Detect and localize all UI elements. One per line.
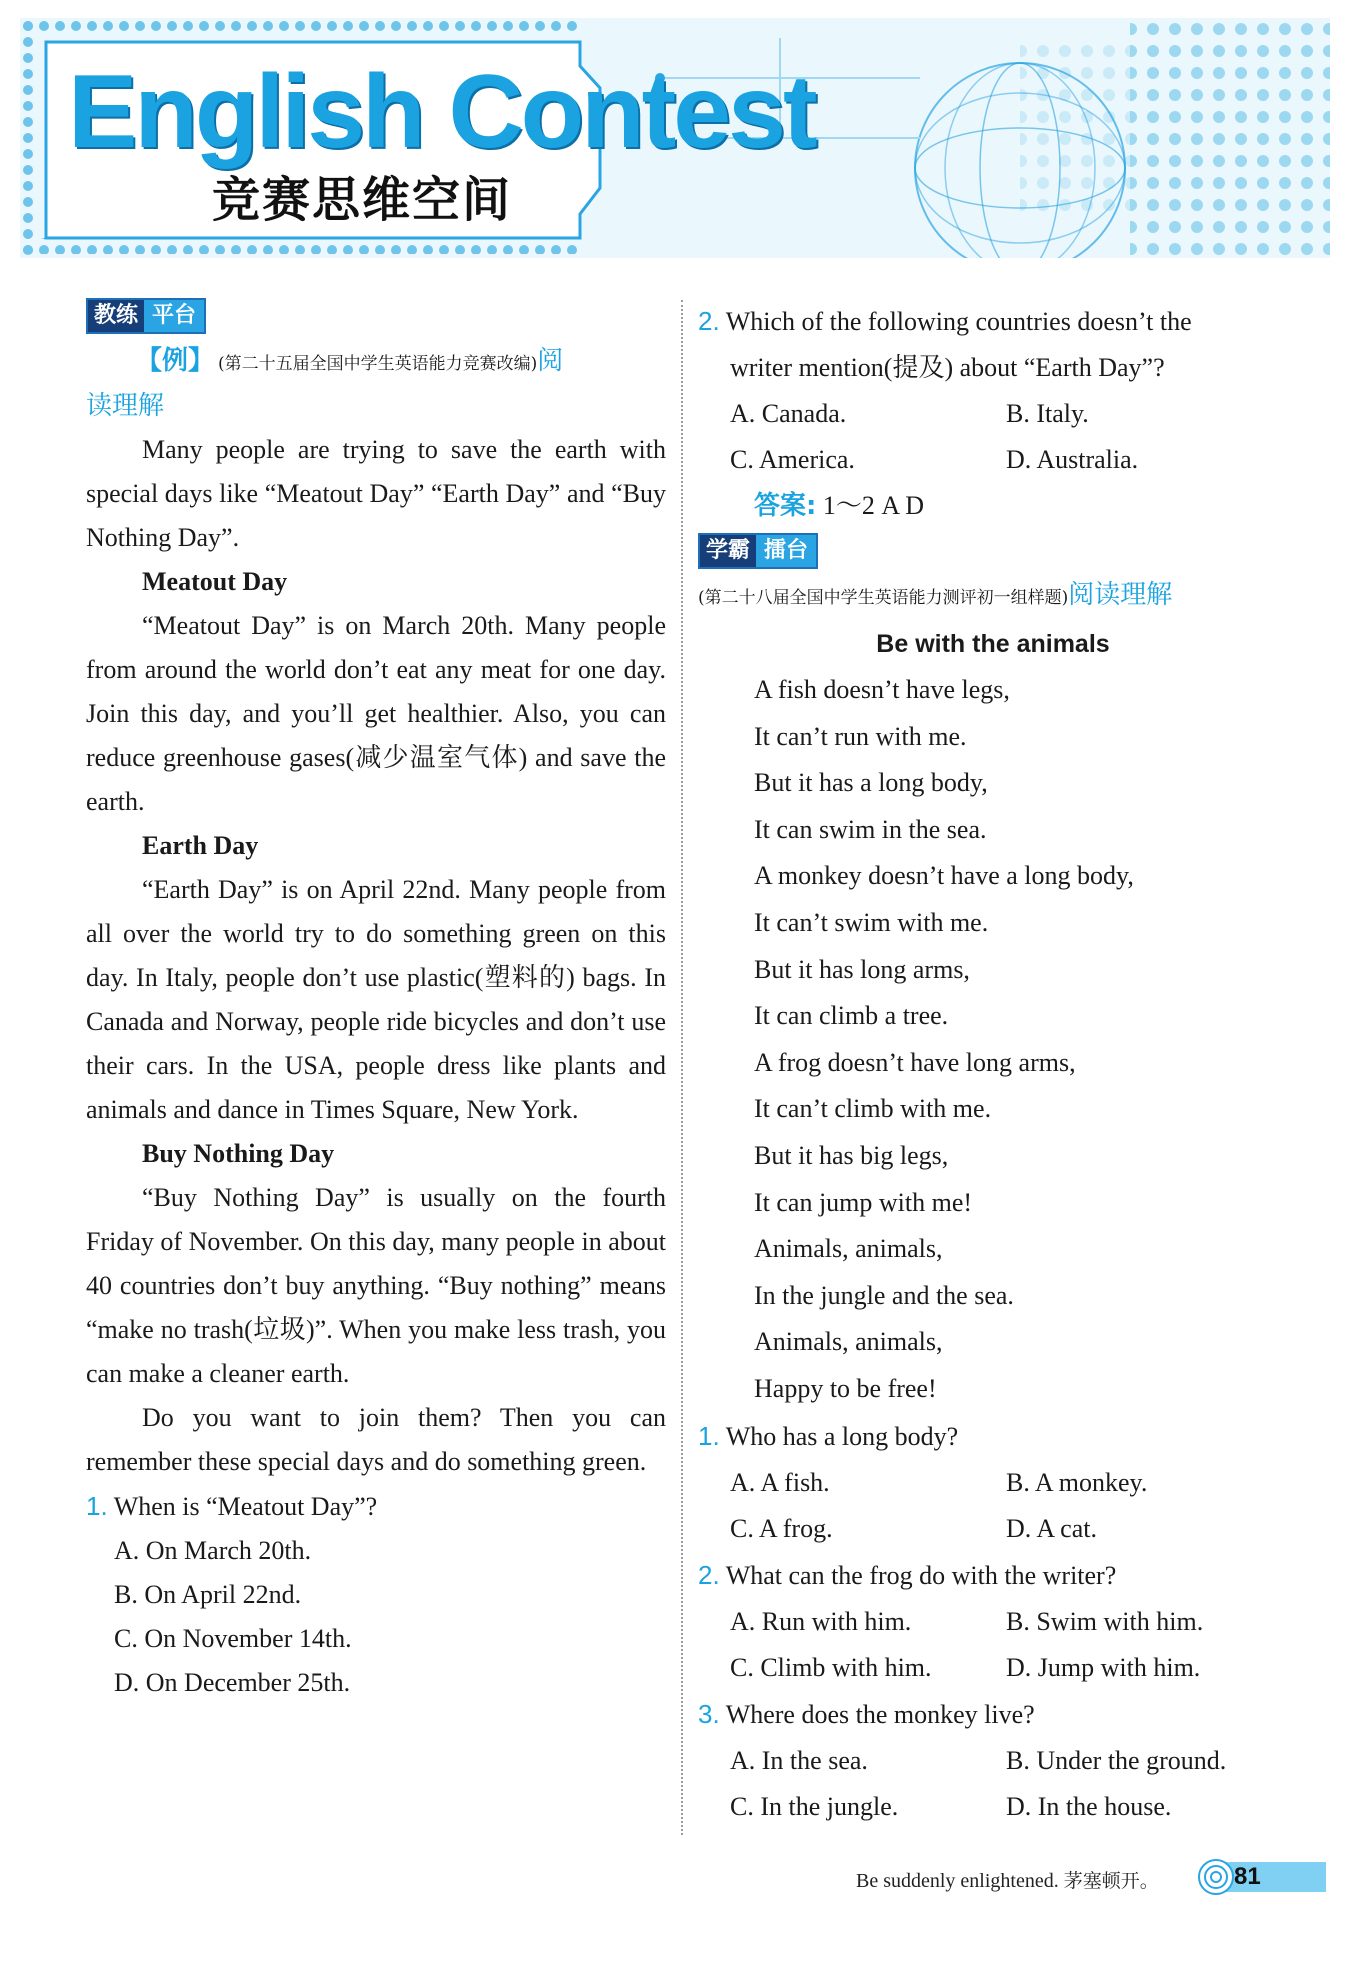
option: A. Canada. — [730, 399, 847, 428]
page-number: 81 — [1234, 1863, 1261, 1890]
question-text: Which of the following countries doesn’t the — [725, 307, 1192, 336]
genre-label-b: 读理解 — [86, 391, 165, 421]
poem-line: It can’t swim with me. — [754, 907, 989, 937]
practice-source: (第二十八届全国中学生英语能力测评初一组样题) — [698, 588, 1069, 608]
question-number: 3. — [698, 1698, 720, 1729]
question-1 — [86, 1484, 666, 1529]
option: B. Under the ground. — [1006, 1745, 1227, 1775]
poem-line: It can swim in the sea. — [754, 814, 987, 844]
poem-line: A monkey doesn’t have a long body, — [754, 861, 1134, 891]
tag-part2: 擂台 — [756, 535, 816, 567]
option: B. On April 22nd. — [114, 1580, 302, 1609]
option: A. On March 20th. — [114, 1536, 312, 1565]
tag-part1: 教练 — [88, 300, 144, 332]
question-text: When is “Meatout Day”? — [113, 1492, 378, 1521]
poem-line: Happy to be free! — [754, 1373, 937, 1403]
poem-line: A frog doesn’t have long arms, — [754, 1047, 1076, 1077]
option: C. On November 14th. — [114, 1624, 352, 1653]
section-heading: Earth Day — [142, 831, 259, 860]
option: C. America. — [730, 445, 855, 474]
option: C. A frog. — [730, 1513, 833, 1543]
poem-line: It can’t run with me. — [754, 721, 967, 751]
option: B. A monkey. — [1006, 1467, 1148, 1497]
section-text: “Meatout Day” is on March 20th. Many people from around the world don’t eat any meat for one day. Join this day, and you’ll get healthier. Also, you can reduce greenhouse gases(减少温室气体) and save the earth. — [86, 611, 666, 816]
option: D. Jump with him. — [1006, 1652, 1201, 1682]
section-tag-coach — [86, 298, 206, 334]
genre-label-a: 阅 — [537, 346, 564, 376]
section-text: “Buy Nothing Day” is usually on the fourth Friday of November. On this day, many people in about 40 countries don’t buy anything. “Buy nothing” means “make no trash(垃圾)”. When you make less trash, you can make a cleaner earth. — [86, 1183, 666, 1388]
passage-intro: Many people are trying to save the earth with special days like “Meatout Day” “Earth Day” and “Buy Nothing Day”. — [86, 435, 666, 552]
section-heading: Buy Nothing Day — [142, 1139, 335, 1168]
question — [698, 1691, 1288, 1738]
option: C. Climb with him. — [730, 1652, 932, 1682]
answer-label: 答案: — [754, 491, 817, 521]
option: D. In the house. — [1006, 1791, 1172, 1821]
question-number: 2. — [698, 1559, 720, 1590]
option: B. Italy. — [1006, 399, 1089, 428]
question — [698, 1552, 1288, 1599]
poem-line: It can climb a tree. — [754, 1001, 949, 1031]
column-divider — [681, 300, 683, 1835]
section-heading: Meatout Day — [142, 567, 288, 596]
tag-part2: 平台 — [144, 300, 204, 332]
option-row — [698, 437, 1288, 483]
option-row — [698, 1738, 1288, 1784]
example-label: 【例】 — [136, 346, 215, 376]
example-header — [86, 340, 666, 386]
poem-line: Animals, animals, — [754, 1234, 943, 1264]
footer-motto — [856, 1866, 1159, 1896]
option: D. On December 25th. — [114, 1668, 351, 1697]
question-number: 1. — [86, 1491, 108, 1521]
poem-title: Be with the animals — [876, 630, 1110, 658]
question-number: 1. — [698, 1420, 720, 1451]
question-text: What can the frog do with the writer? — [725, 1560, 1117, 1590]
poem-line: A fish doesn’t have legs, — [754, 675, 1010, 704]
poem-line: It can jump with me! — [754, 1187, 973, 1217]
header-banner — [20, 18, 1330, 258]
option: A. In the sea. — [730, 1745, 868, 1775]
banner-subtitle: 竞赛思维空间 — [212, 172, 513, 228]
motto-english: Be suddenly enlightened. — [856, 1870, 1059, 1892]
poem-line: It can’t climb with me. — [754, 1094, 992, 1124]
section-text: “Earth Day” is on April 22nd. Many people from all over the world try to do something green on this day. In Italy, people don’t use plastic(塑料的) bags. In Canada and Norway, people ride bicycles and don’t use their cars. In the USA, people dress like plants and animals and dance in Times Square, New York. — [86, 875, 666, 1124]
right-column — [698, 298, 1288, 1830]
example-source: (第二十五届全国中学生英语能力竞赛改编) — [218, 354, 538, 374]
tag-part1: 学霸 — [700, 535, 756, 567]
left-column — [86, 298, 666, 1705]
question-text: Where does the monkey live? — [725, 1699, 1035, 1729]
question-number: 2. — [698, 306, 720, 336]
option-row — [698, 1645, 1288, 1691]
option: C. In the jungle. — [730, 1791, 899, 1821]
question-text: Who has a long body? — [725, 1421, 959, 1451]
option-row — [698, 1460, 1288, 1506]
passage-closing: Do you want to join them? Then you can remember these special days and do something green. — [86, 1403, 666, 1476]
poem-line: But it has long arms, — [754, 954, 970, 984]
option-row — [698, 1599, 1288, 1645]
poem — [698, 667, 1288, 1413]
option: A. A fish. — [730, 1467, 830, 1497]
option: A. Run with him. — [730, 1606, 912, 1636]
option: B. Swim with him. — [1006, 1606, 1204, 1636]
option-row — [698, 1784, 1288, 1830]
section-tag-arena — [698, 533, 818, 569]
answer-value: 1～2 A D — [822, 491, 925, 520]
page-number-badge — [1196, 1858, 1326, 1896]
practice-header — [698, 575, 1288, 619]
poem-line: Animals, animals, — [754, 1327, 943, 1357]
banner-title: English Contest — [68, 54, 815, 170]
option: D. A cat. — [1006, 1513, 1097, 1543]
poem-line: In the jungle and the sea. — [754, 1280, 1014, 1310]
option-row — [698, 391, 1288, 437]
question-2 — [698, 298, 1288, 345]
question-text-continued: writer mention(提及) about “Earth Day”? — [730, 353, 1165, 382]
option-row — [698, 1506, 1288, 1552]
motto-chinese: 茅塞顿开。 — [1063, 1870, 1159, 1892]
poem-line: But it has big legs, — [754, 1140, 949, 1170]
poem-line: But it has a long body, — [754, 768, 988, 798]
answer-line — [698, 483, 1288, 529]
option: D. Australia. — [1006, 445, 1139, 474]
question — [698, 1413, 1288, 1460]
practice-genre: 阅读理解 — [1068, 580, 1173, 610]
